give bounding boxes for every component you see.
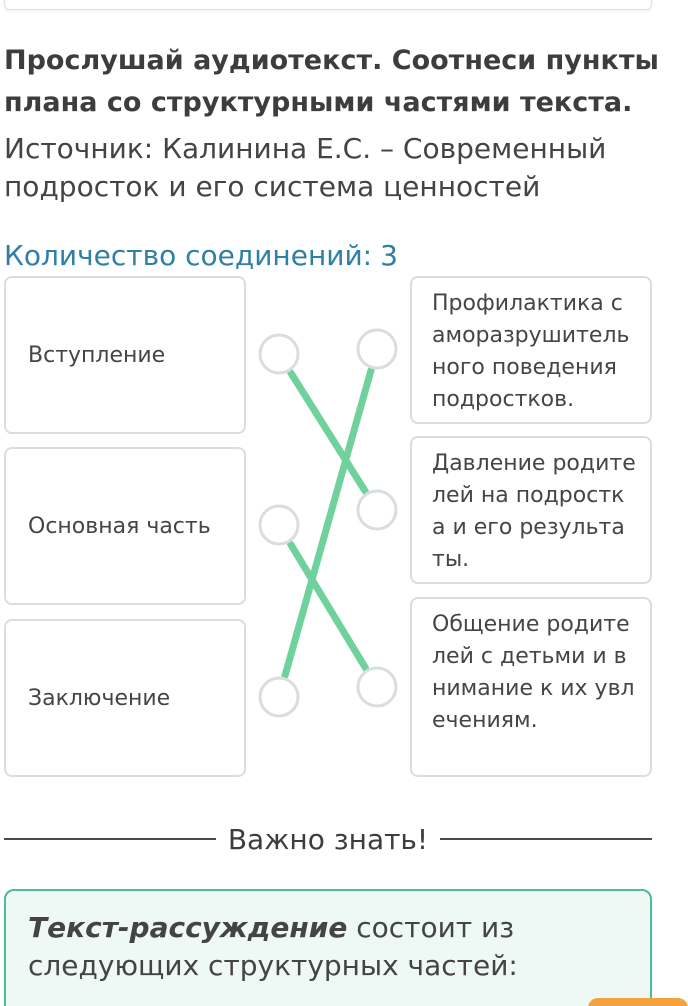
important-heading: Важно знать! [227, 823, 429, 856]
right-connector-3[interactable] [358, 668, 396, 706]
right-connector-2[interactable] [358, 491, 396, 529]
right-connector-1[interactable] [358, 330, 396, 368]
floating-action-tab[interactable] [588, 998, 688, 1006]
left-connector-3[interactable] [260, 678, 298, 716]
divider-right [440, 838, 652, 840]
info-term: Текст-рассуждение [28, 911, 348, 944]
right-item-label: Общение родителей с детьми и внимание к их увлечениям. [432, 612, 635, 733]
left-connector-1[interactable] [260, 335, 298, 373]
info-description: состоит из следующих структурных частей: [28, 911, 518, 982]
left-item-label: Заключение [28, 685, 171, 711]
left-item-label: Вступление [28, 342, 166, 368]
connections-label: Количество соединений: [4, 239, 373, 272]
connections-value: 3 [380, 239, 398, 272]
left-item-label: Основная часть [28, 513, 211, 539]
source-text: Источник: Калинина Е.С. – Современный подросток и его система ценностей [4, 132, 607, 203]
info-box [4, 889, 652, 1006]
left-connector-2[interactable] [260, 506, 298, 544]
info-text [28, 909, 628, 985]
task-title: Прослушай аудиотекст. Соотнеси пункты плана со структурными частями текста. [4, 45, 659, 118]
divider-left [4, 838, 216, 840]
right-item-label: Профилактика саморазрушительного поведения подростков. [432, 291, 630, 412]
right-item-label: Давление родителей на подростка и его результаты. [432, 451, 636, 572]
